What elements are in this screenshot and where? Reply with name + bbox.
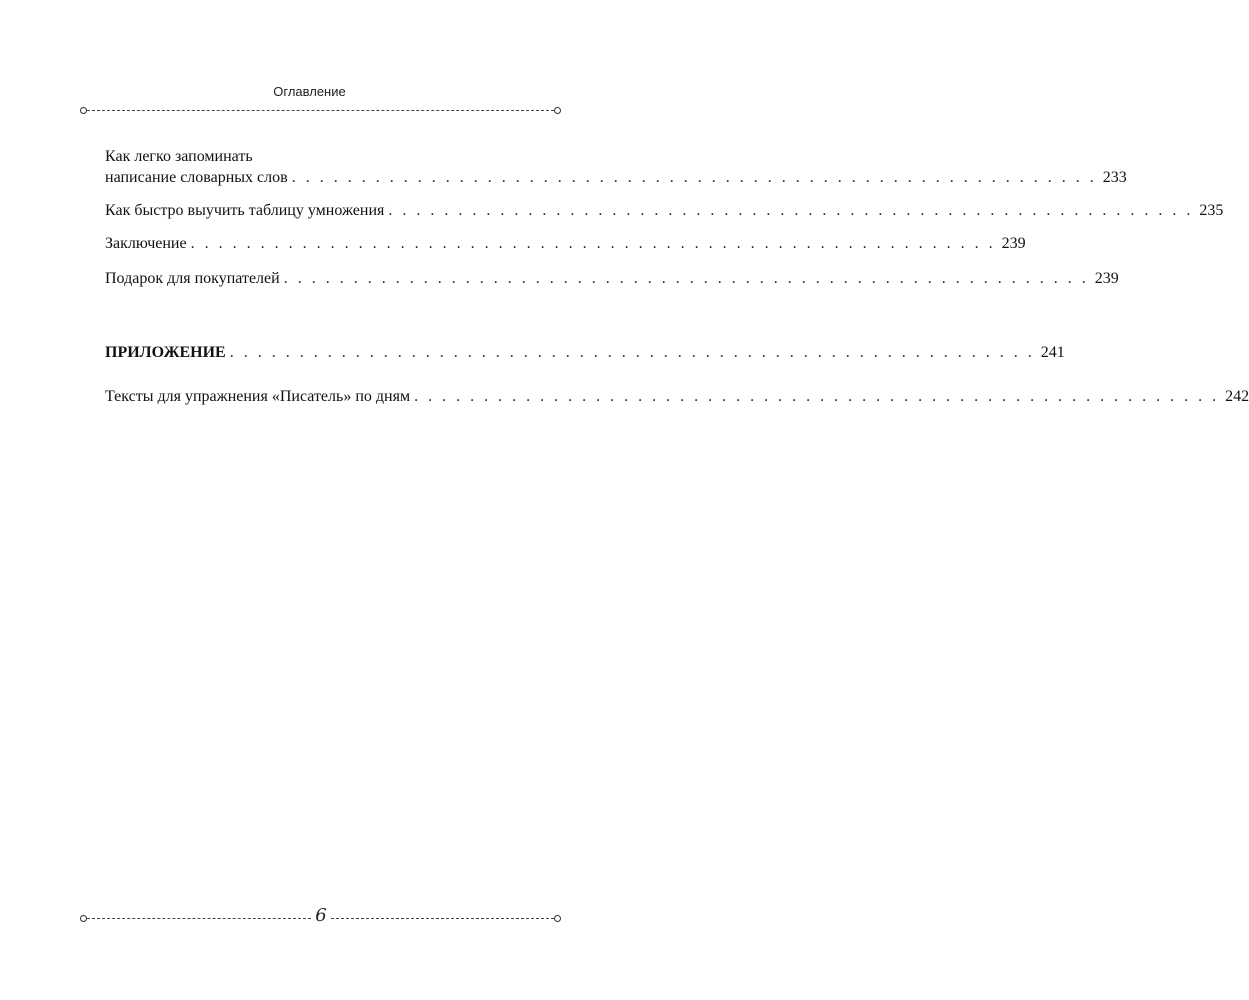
top-ornamental-rule (80, 106, 561, 116)
toc-entry-line (105, 200, 1224, 221)
rule-ring-left-icon (80, 107, 87, 114)
toc-entry-title: Подарок для покупателей (105, 270, 280, 287)
running-head-title: Оглавление (273, 84, 346, 99)
toc-section-appendix[interactable] (105, 342, 1065, 363)
toc-entry-line (105, 167, 1127, 188)
toc-entry-line (105, 146, 539, 167)
rule-ring-right-icon (554, 107, 561, 114)
toc-entry-spelling[interactable] (105, 146, 1127, 188)
rule-dash-line-left (87, 918, 311, 919)
toc-entry-conclusion[interactable] (105, 233, 1026, 254)
toc-entry-title-line1: Как легко запоминать (105, 148, 253, 165)
dot-leader: . . . . . . . . . . . . . . . . . . . . . . . . . . . . . . . . . . . . . . . . . . . . . . . . . . . . . . . . . . (388, 202, 1194, 219)
rule-dash-line-right (331, 918, 554, 919)
toc-entry-page: 241 (1040, 344, 1065, 361)
toc-entry-page: 233 (1102, 169, 1127, 186)
toc-entry-gift[interactable] (105, 268, 1119, 289)
toc-entry-line (105, 268, 1119, 289)
toc-entry-title: Тексты для упражнения «Писатель» по дням (105, 388, 411, 405)
dot-leader: . . . . . . . . . . . . . . . . . . . . . . . . . . . . . . . . . . . . . . . . . . . . . . . . . . . . . . . . . . (414, 388, 1220, 405)
bottom-ornamental-rule (80, 905, 561, 926)
toc-entry-line (105, 342, 1065, 363)
rule-ring-right-icon (554, 915, 561, 922)
dot-leader: . . . . . . . . . . . . . . . . . . . . . . . . . . . . . . . . . . . . . . . . . . . . . . . . . . . . . . . . . . (283, 270, 1089, 287)
toc-section-title: ПРИЛОЖЕНИЕ (105, 344, 226, 361)
toc-entry-title-line2: написание словарных слов (105, 169, 288, 186)
toc-entry-writer-texts[interactable] (105, 386, 1249, 407)
toc-entry-page: 239 (1001, 235, 1026, 252)
rule-dash-line (87, 110, 554, 111)
dot-leader: . . . . . . . . . . . . . . . . . . . . . . . . . . . . . . . . . . . . . . . . . . . . . . . . . . . . . . . . . . (190, 235, 996, 252)
rule-ring-left-icon (80, 915, 87, 922)
toc-entry-line (105, 386, 1249, 407)
toc-entry-title: Заключение (105, 235, 187, 252)
dot-leader: . . . . . . . . . . . . . . . . . . . . . . . . . . . . . . . . . . . . . . . . . . . . . . . . . . . . . . . . . . (229, 344, 1035, 361)
toc-entry-page: 235 (1199, 202, 1224, 219)
toc-entry-title: Как быстро выучить таблицу умножения (105, 202, 385, 219)
toc-entry-page: 242 (1225, 388, 1249, 405)
toc-entry-multiplication[interactable] (105, 200, 1224, 221)
dot-leader: . . . . . . . . . . . . . . . . . . . . . . . . . . . . . . . . . . . . . . . . . . . . . . . . . . . . . . . . . . (291, 169, 1097, 186)
toc-entry-page: 239 (1094, 270, 1119, 287)
toc-entry-line (105, 233, 1026, 254)
page-number: 6 (315, 905, 327, 926)
